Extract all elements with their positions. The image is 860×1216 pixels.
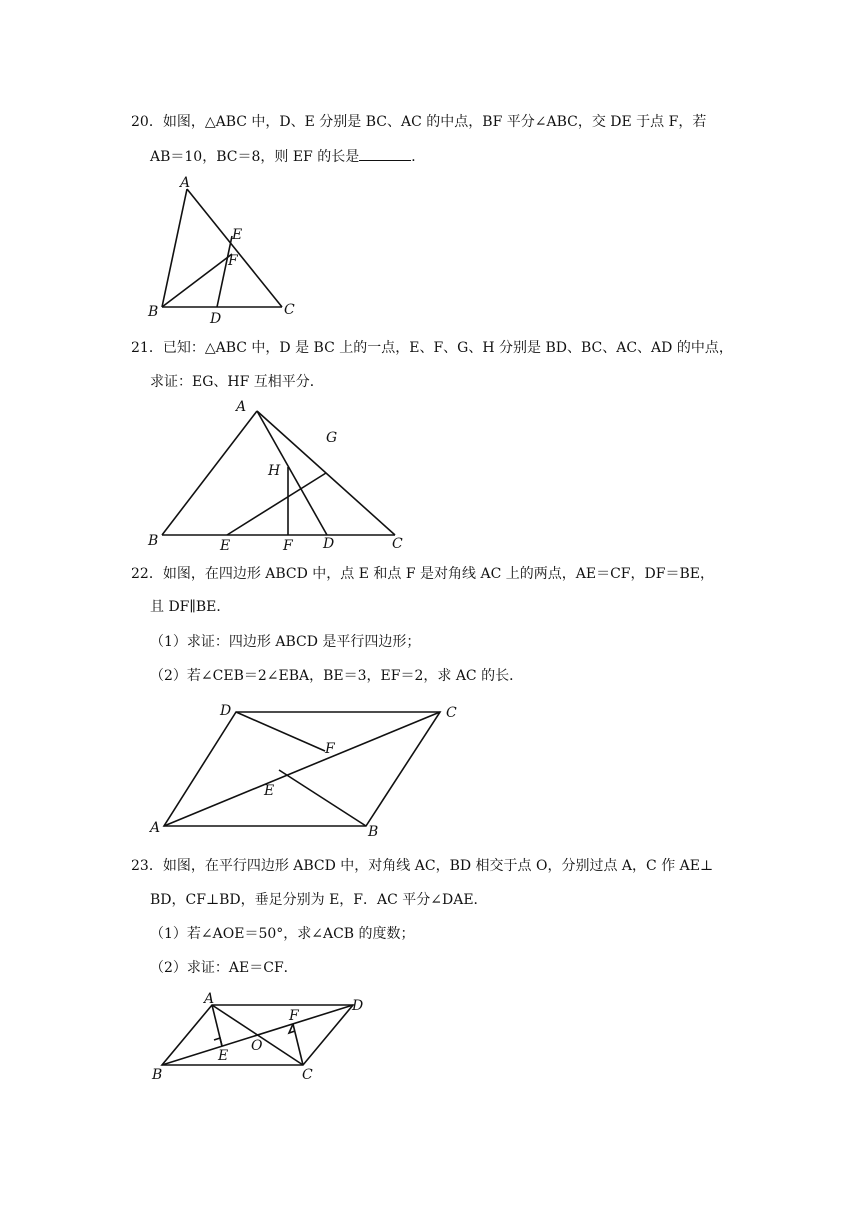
label-a: A: [180, 175, 191, 191]
label-e: E: [264, 783, 275, 799]
diagonal-ac: [164, 712, 440, 826]
right-angle-e: [214, 1038, 222, 1046]
segment-ab: [162, 411, 257, 535]
label-d: D: [352, 998, 364, 1014]
problem-20-line-2: [150, 146, 425, 167]
label-b: B: [368, 824, 379, 840]
label-c: C: [284, 302, 295, 318]
problem-20-period: ．: [411, 149, 426, 165]
label-e: E: [218, 1048, 229, 1064]
segment-eg: [227, 473, 326, 535]
label-a: A: [204, 991, 215, 1007]
figure-23-parallelogram: [140, 985, 390, 1090]
segment-bf: [162, 254, 232, 307]
label-b: B: [152, 1067, 163, 1083]
figure-22-quadrilateral: [140, 690, 480, 850]
label-f: F: [325, 741, 335, 757]
figure-21-triangle: [140, 395, 420, 555]
label-a: A: [236, 399, 247, 415]
label-f: F: [228, 253, 238, 269]
label-f: F: [283, 538, 293, 554]
label-d: D: [323, 536, 335, 552]
label-f: F: [289, 1008, 299, 1024]
segment-be: [279, 770, 366, 826]
segment-ab: [162, 189, 187, 307]
problem-20-line-1: 20．如图，△ABC 中，D、E 分别是 BC、AC 的中点，BF 平分∠ABC，交 DE 于点 F，若: [131, 114, 707, 130]
problem-22-part-2: （2）若∠CEB＝2∠EBA，BE＝3，EF＝2，求 AC 的长．: [150, 668, 524, 684]
problem-22-part-1: （1）求证：四边形 ABCD 是平行四边形；: [150, 634, 421, 650]
problem-23-line-1: 23．如图，在平行四边形 ABCD 中，对角线 AC，BD 相交于点 O，分别过点 A，C 作 AE⊥: [131, 858, 714, 874]
problem-20-question: AB＝10，BC＝8，则 EF 的长是: [150, 149, 360, 165]
label-b: B: [148, 304, 159, 320]
label-e: E: [232, 227, 243, 243]
problem-23-part-2: （2）求证：AE＝CF．: [150, 960, 298, 976]
label-c: C: [446, 705, 457, 721]
label-c: C: [302, 1067, 313, 1083]
problem-22-line-2: 且 DF∥BE．: [150, 599, 231, 615]
answer-blank[interactable]: [359, 146, 411, 161]
label-g: G: [326, 430, 338, 446]
problem-23-part-1: （1）若∠AOE＝50°，求∠ACB 的度数；: [150, 926, 415, 942]
label-b: B: [148, 533, 159, 549]
label-e: E: [220, 538, 231, 554]
label-d: D: [220, 703, 232, 719]
problem-23-line-2: BD，CF⊥BD，垂足分别为 E，F．AC 平分∠DAE．: [150, 892, 488, 908]
label-h: H: [268, 463, 281, 479]
segment-de: [217, 236, 232, 307]
label-c: C: [392, 536, 403, 552]
figure-20-triangle: [140, 170, 310, 330]
label-o: O: [251, 1038, 263, 1054]
segment-df: [236, 712, 325, 751]
problem-21-line-2: 求证：EG、HF 互相平分．: [150, 374, 324, 390]
label-a: A: [150, 820, 161, 836]
problem-22-line-1: 22．如图，在四边形 ABCD 中，点 E 和点 F 是对角线 AC 上的两点，AE＝CF，DF＝BE，: [131, 566, 714, 582]
segment-ac: [187, 189, 282, 307]
problem-21-line-1: 21．已知：△ABC 中，D 是 BC 上的一点，E、F、G、H 分别是 BD、BC、AC、AD 的中点，: [131, 340, 733, 356]
label-d: D: [210, 311, 222, 327]
